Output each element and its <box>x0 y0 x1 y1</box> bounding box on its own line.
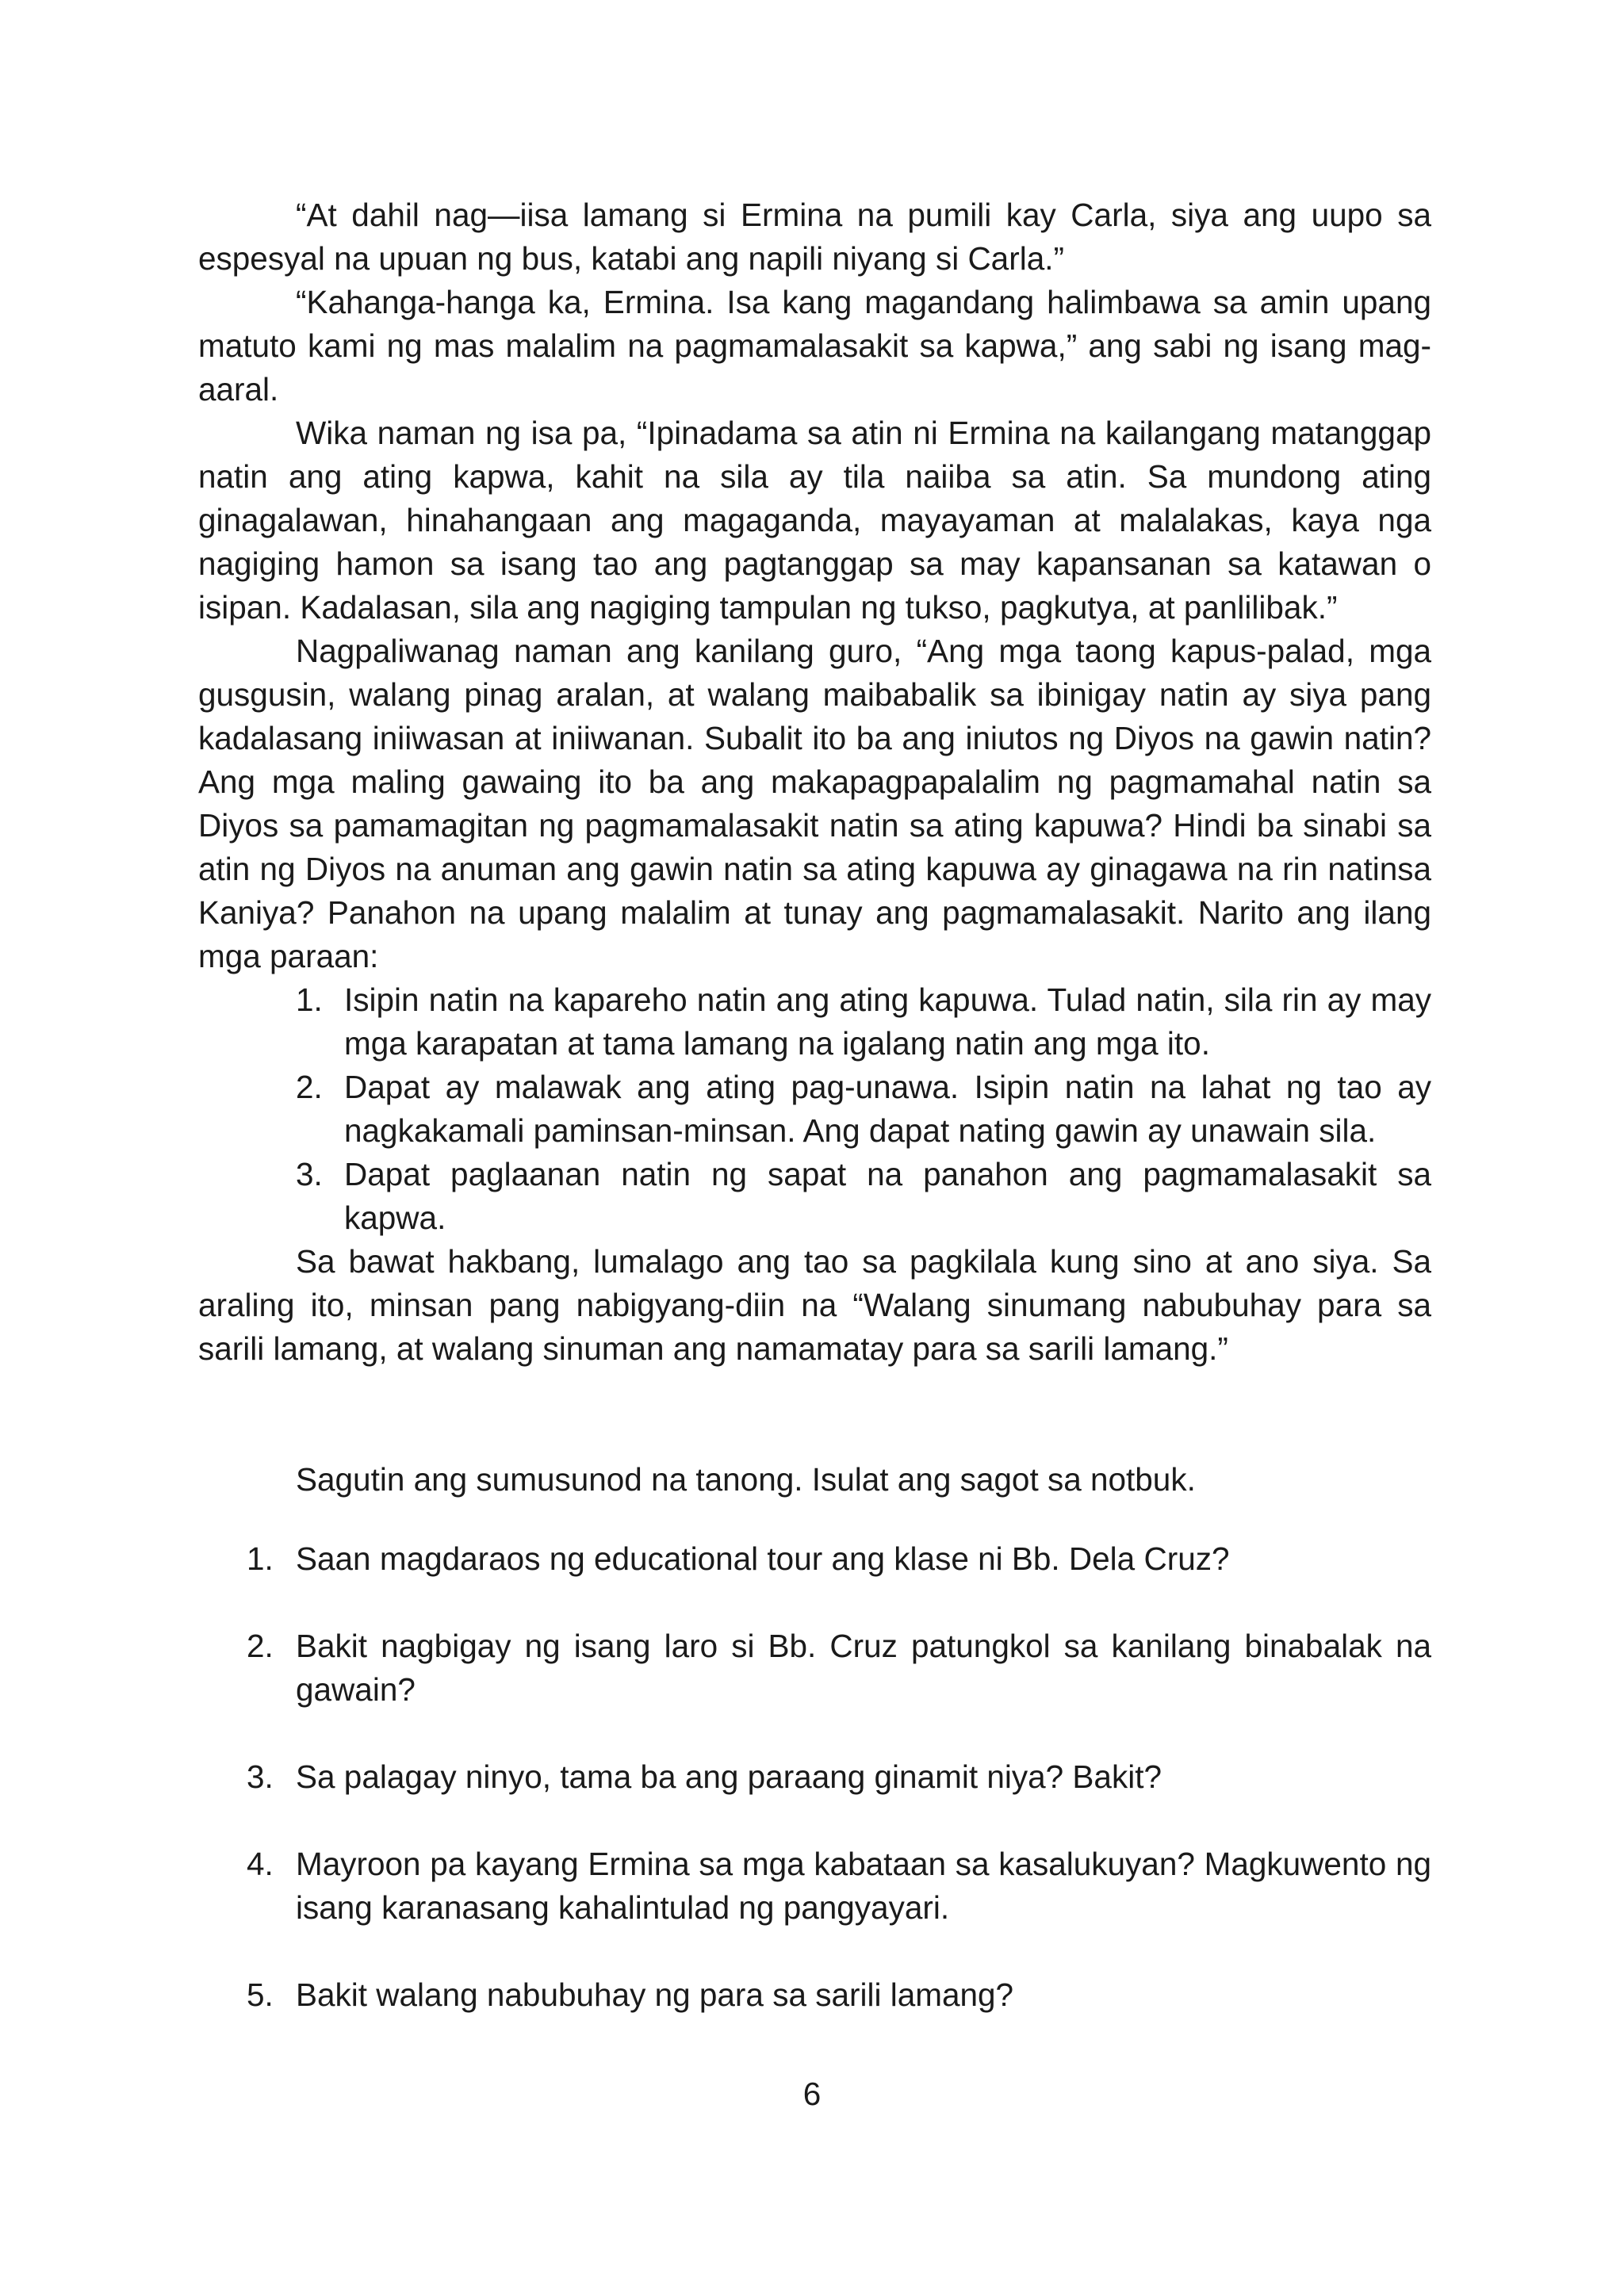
ways-list <box>198 978 1431 1240</box>
question-text: Saan magdaraos ng educational tour ang klase ni Bb. Dela Cruz? <box>296 1540 1230 1577</box>
page-number: 6 <box>802 2076 822 2112</box>
paragraph: Wika naman ng isa pa, “Ipinadama sa atin ni Ermina na kailangang matanggap natin ang ating kapwa, kahit na sila ay tila naiiba sa atin. Sa mundong ating ginagalawan, hinahangaan ang magaganda, mayayaman at malalakas, kaya nga nagiging hamon sa isang tao ang pagtanggap sa may kapansanan sa katawan o isipan. Kadalasan, sila ang nagiging tampulan ng tukso, pagkutya, at panlilibak.” <box>198 415 1431 626</box>
instruction-text: Sagutin ang sumusunod na tanong. Isulat ang sagot sa notbuk. <box>296 1461 1196 1498</box>
list-item <box>296 1153 1431 1240</box>
list-item-number: 3. <box>296 1156 323 1192</box>
closing-paragraph: Sa bawat hakbang, lumalago ang tao sa pagkilala kung sino at ano siya. Sa araling ito, minsan pang nabigyang-diin na “Walang sinumang nabubuhay para sa sarili lamang, at walang sinuman ang namamatay para sa sarili lamang.” <box>198 1243 1431 1367</box>
question-text: Bakit nagbigay ng isang laro si Bb. Cruz patungkol sa kanilang binabalak na gawain? <box>296 1628 1431 1708</box>
question-number: 5. <box>247 1976 274 2013</box>
question-item <box>247 1755 1431 1799</box>
list-item-text: Isipin natin na kapareho natin ang ating kapuwa. Tulad natin, sila rin ay may mga karapatan at tama lamang na igalang natin ang mga ito. <box>344 982 1431 1062</box>
list-item-text: Dapat ay malawak ang ating pag-unawa. Isipin natin na lahat ng tao ay nagkakamali paminsan-minsan. Ang dapat nating gawin ay unawain sila. <box>344 1069 1431 1149</box>
question-item <box>247 1624 1431 1712</box>
document-page <box>198 193 1431 2061</box>
question-item <box>247 1973 1431 2017</box>
list-item <box>296 1066 1431 1153</box>
questions-list <box>198 1537 1431 2017</box>
question-number: 2. <box>247 1628 274 1664</box>
list-item-number: 2. <box>296 1069 323 1105</box>
question-number: 1. <box>247 1540 274 1577</box>
list-item-number: 1. <box>296 982 323 1018</box>
paragraph: Nagpaliwanag naman ang kanilang guro, “Ang mga taong kapus-palad, mga gusgusin, walang pinag aralan, at walang maibabalik sa ibinigay natin ay siya pang kadalasang iniiwasan at iniiwanan. Subalit ito ba ang iniutos ng Diyos na gawin natin? Ang mga maling gawaing ito ba ang makapagpapalalim ng pagmamahal natin sa Diyos sa pamamagitan ng pagmamalasakit natin sa ating kapuwa? Hindi ba sinabi sa atin ng Diyos na anuman ang gawin natin sa ating kapuwa ay ginagawa na rin natinsa Kaniya? Panahon na upang malalim at tunay ang pagmamalasakit. Narito ang ilang mga paraan: <box>198 633 1431 974</box>
list-item-text: Dapat paglaanan natin ng sapat na panahon ang pagmamalasakit sa kapwa. <box>344 1156 1431 1236</box>
question-text: Sa palagay ninyo, tama ba ang paraang ginamit niya? Bakit? <box>296 1758 1162 1795</box>
question-item <box>247 1843 1431 1930</box>
question-number: 4. <box>247 1846 274 1882</box>
question-number: 3. <box>247 1758 274 1795</box>
question-text: Bakit walang nabubuhay ng para sa sarili lamang? <box>296 1976 1014 2013</box>
list-item <box>296 978 1431 1066</box>
paragraph: “At dahil nag—iisa lamang si Ermina na pumili kay Carla, siya ang uupo sa espesyal na upuan ng bus, katabi ang napili niyang si Carla.” <box>198 197 1431 277</box>
paragraph: “Kahanga-hanga ka, Ermina. Isa kang magandang halimbawa sa amin upang matuto kami ng mas malalim na pagmamalasakit sa kapwa,” ang sabi ng isang mag-aaral. <box>198 284 1431 408</box>
question-text: Mayroon pa kayang Ermina sa mga kabataan sa kasalukuyan? Magkuwento ng isang karanasang kahalintulad ng pangyayari. <box>296 1846 1431 1926</box>
question-item <box>247 1537 1431 1581</box>
